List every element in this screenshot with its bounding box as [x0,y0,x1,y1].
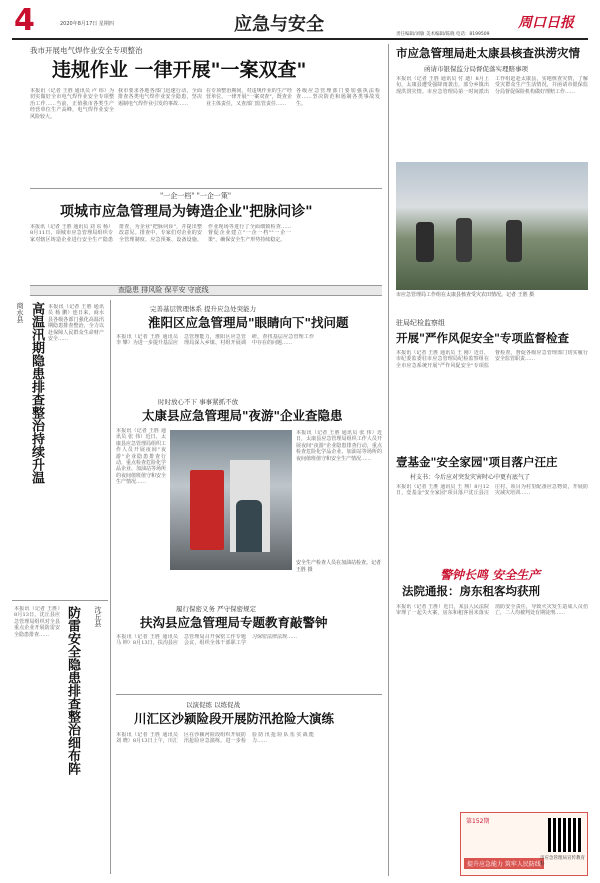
tk-body-cont: 本报讯（记者 王胜 通讯员 张 伟）近日，太康县应急管理局组织工作人员开展夜间"夜游"企业隐患排查行动，重点检查危险化学品企业、加油站等场所的夜间值班值守和安全生产情况…… [296,430,382,462]
shenqiu-col-body: 本报讯（记者 王胜）8月13日，沈丘县应急管理局组织对全县重点企业开展防雷安全隐患排查…… [14,606,60,638]
page-number: 4 [14,3,35,38]
header-editor: 责任编辑/刘敏 美术编辑/陈晓 电话：8199509 [396,32,490,37]
tk-headline: 太康县应急管理局"夜游"企业查隐患 [142,408,343,423]
cj-headline: 川汇区沙颍险段开展防汛抢险大演练 [134,711,335,726]
divider [110,300,111,874]
huaiyang-col-body: 本报讯（记者 王胜 通讯员 杨 鹏）连日来，商水县各级各部门强化高温汛期隐患排查整治，全力以赴保障人民群众生命财产安全…… [48,304,104,343]
ytj-body: 本报讯（记者 王胜 通讯员 王 翔）8月12日，壹基金"安全家园"项目落户沈丘县汪庄村，项目为村里配备应急物资，开展防灾减灾培训…… [396,484,588,497]
rt-subtitle: 函请市银保监分局督促落实理赔事项 [424,65,528,73]
divider [388,44,389,876]
safety-banner: 警钟长鸣 安全生产 [440,568,541,582]
lead-body-col2: 我市要求各地各部门迅速行动，全面排查各类电气焊作业安全隐患，坚决遏制电气焊作业引发的事故…… [118,88,202,107]
hy-kicker: 完善基层管理体系 提升应急处突能力 [150,305,257,313]
flood-photo [396,162,588,290]
gas-station-photo [170,430,292,570]
fg-kicker: 履行保密义务 严守保密规定 [176,605,257,613]
hy-body: 本报讯（记者 王胜 通讯员 李 攀）为进一步提升基层应急管理能力，淮阳区应急管理局深入乡镇、村组开展调研，查找基层应急管理工作中存在的问题…… [116,334,314,347]
lead-body-col4: 各级应急管理部门要加强执法检查……坚决防范和遏制各类事故发生。 [296,88,380,107]
photo-caption: 市应急管理局工作组在太康县核查受灾农田情况。记者 王胜 摄 [396,292,535,298]
xc-kicker: "一企一档" "一企一策" [160,192,232,200]
header-rule [12,38,588,40]
safety-body: 本报讯（记者 王胜）近日，某县人民法院审理了一起失火案，房东和租客因未落实消防安全责任，导致火灾发生造成人员伤亡，二人均被判处有期徒刑…… [396,604,588,617]
cj-kicker: 以演促练 以练促战 [186,701,241,709]
qr-code [548,818,582,852]
rt-body: 本报讯（记者 王胜 通讯员 付 迪）8月上旬，太康县遭受强降雨袭击，部分乡镇出现洪涝灾情。市应急管理局第一时间派出工作组赶赴太康县，实地核查灾情，了解受灾群众生产生活情况，并函请市银保监分局督促保险机构做好理赔工作…… [396,76,588,95]
shenqiu-col-kicker: 沈丘县 [94,606,102,627]
zm-body: 本报讯（记者 王胜 通讯员 王 刚）近日，市纪委监委驻市应急管理局纪检监察组在全市应急系统开展"严作风促安全"专项监督检查，督促各级应急管理部门切实履行安全监管职责…… [396,350,588,369]
shenqiu-col-title: 防雷安全隐患排查整治细布阵 [65,606,80,775]
banner-text: 查隐患 排风险 保平安 守底线 [118,286,209,294]
lead-body-col1: 本报讯（记者 王胜 通讯员 卢 纬）为切实做好全市电气焊作业安全专项整治工作……当前，正值我市各类生产经营单位生产高峰，电气焊作业安全风险较大。 [30,88,114,120]
photo-caption: 安全生产检查人员在加油站检查。记者 王胜 摄 [296,560,382,573]
zm-section: 驻局纪检监察组 [396,319,445,327]
cj-body: 本报讯（记者 王胜 通讯员 刘 晓）8月13日上午，川汇区在沙颍河险段组织开展防汛抢险应急演练，进一步检验防汛抢险队伍实战能力…… [116,732,314,745]
xc-headline: 项城市应急管理局为铸造企业"把脉问诊" [60,204,313,220]
safety-headline: 法院通报：房东租客均获刑 [402,584,540,598]
fg-body: 本报讯（记者 王胜 通讯员 马 坤）8月13日，扶沟县应急管理局召开保密工作专题会议，组织全体干部职工学习保密法律法规…… [116,634,298,647]
header-date: 2020年8月17日 星期四 [60,21,114,27]
zm-headline: 开展"严作风促安全"专项监督检查 [396,331,569,345]
huaiyang-col-kicker: 商水县 [16,302,24,323]
tk-kicker: 时时放心不下 事事紧抓不放 [158,398,239,406]
divider [116,694,382,695]
huaiyang-col-title: 高温汛期隐患排查整治持续升温 [29,302,44,484]
section-title: 应急与安全 [234,14,324,35]
ytj-subtitle: 村支书：今后应对突发灾害时心中更有底气了 [410,474,531,481]
divider [12,600,108,601]
divider [30,188,382,189]
tk-body: 本报讯（记者 王胜 通讯员 张 伟）近日，太康县应急管理局组织工作人员开展夜间"夜游"企业隐患排查行动，重点检查危险化学品企业、加油站等场所的夜间值班值守和安全生产情况…… [116,428,166,486]
lead-headline: 违规作业 一律开展"一案双查" [52,59,307,81]
qr-label: 提升应急能力 筑牢人民防线 [464,858,544,869]
rt-headline: 市应急管理局赴太康县核查洪涝灾情 [396,46,580,60]
lead-body-col3: 在专项整治期间，对违规作业的生产经营单位，一律开展"一案双查"，既查企业主体责任，又查部门监管责任…… [206,88,292,107]
lead-kicker: 我市开展电气焊作业安全专项整治 [30,46,143,55]
paper-logo: 周口日报 [518,15,574,31]
ytj-headline: 壹基金"安全家园"项目落户汪庄 [396,455,558,469]
xc-body: 本报讯（记者 王胜 通讯员 刘 东 杨）8月11日，项城市应急管理局组织专家对辖区铸造企业进行安全生产隐患排查，为企业"把脉问诊"，并提出整改意见。排查中，专家们对企业的安全管理制度、应急预案、设备设施、作业现场等进行了全面细致检查……督促企业建立"一企一档""一企一策"，确保安全生产形势持续稳定。 [30,224,291,243]
qr-org: 市应急管理局宣传教育科 [540,856,585,867]
hy-headline: 淮阳区应急管理局"眼睛向下"找问题 [148,315,349,330]
qr-issue: 第152期 [466,818,490,825]
fg-headline: 扶沟县应急管理局专题教育敲警钟 [140,615,328,630]
